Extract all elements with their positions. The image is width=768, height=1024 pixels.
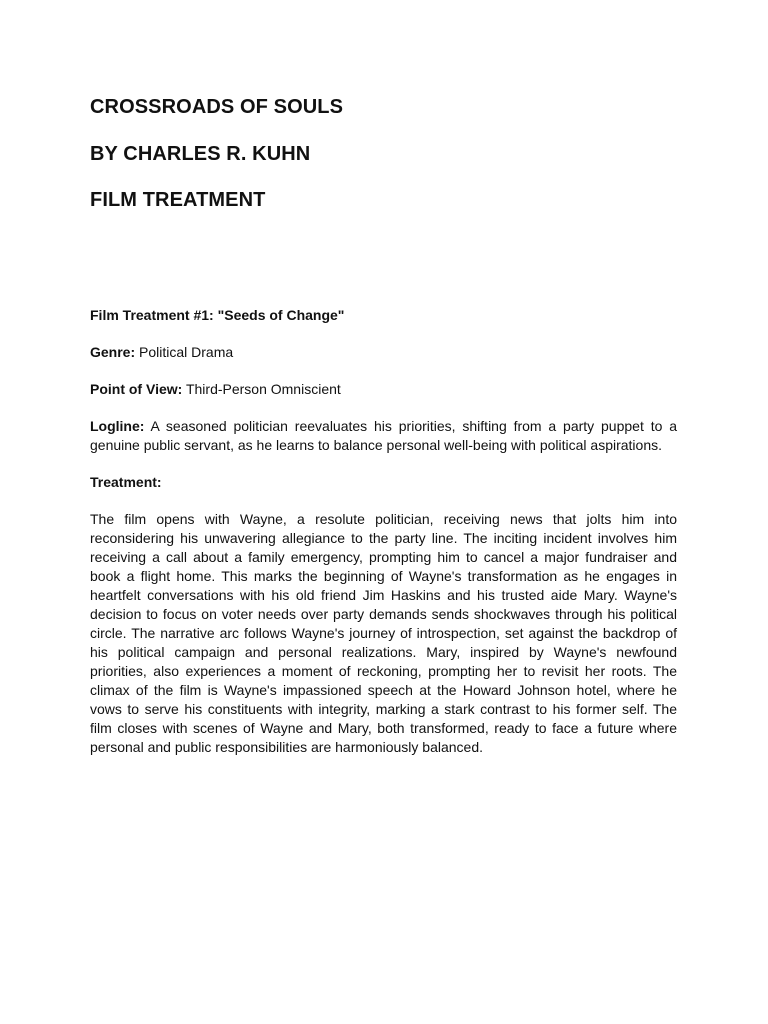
pov-value: Third-Person Omniscient xyxy=(185,381,341,397)
genre-line xyxy=(90,343,677,362)
document-type: FILM TREATMENT xyxy=(90,189,266,211)
treatment-heading: Film Treatment #1: "Seeds of Change" xyxy=(90,307,345,323)
author-byline: BY CHARLES R. KUHN xyxy=(90,143,311,165)
pov-label: Point of View: xyxy=(90,381,183,397)
logline-text: A seasoned politician reevaluates his priorities, shifting from a party puppet to a genuine public servant, as he learns to balance personal well-being with political aspirations. xyxy=(90,418,677,453)
logline-label: Logline: xyxy=(90,418,145,434)
pov-line xyxy=(90,380,677,399)
genre-label: Genre: xyxy=(90,344,136,360)
treatment-body xyxy=(90,306,677,775)
logline-paragraph xyxy=(90,417,677,455)
genre-value: Political Drama xyxy=(139,344,234,360)
treatment-paragraph: The film opens with Wayne, a resolute politician, receiving news that jolts him into reconsidering his unwavering allegiance to the party line. The inciting incident involves him receiving a call about a family emergency, prompting him to cancel a major fundraiser and book a flight home. This marks the beginning of Wayne's transformation as he engages in heartfelt conversations with his old friend Jim Haskins and his trusted aide Mary. Wayne's decision to focus on voter needs over party demands sends shockwaves through his political circle. The narrative arc follows Wayne's journey of introspection, set against the backdrop of his political campaign and personal realizations. Mary, inspired by Wayne's newfound priorities, also experiences a moment of reckoning, prompting her to revisit her roots. The climax of the film is Wayne's impassioned speech at the Howard Johnson hotel, where he vows to serve his constituents with integrity, marking a stark contrast to his former self. The film closes with scenes of Wayne and Mary, both transformed, ready to face a future where personal and public responsibilities are harmoniously balanced. xyxy=(90,511,677,755)
treatment-label: Treatment: xyxy=(90,474,162,490)
document-title: CROSSROADS OF SOULS xyxy=(90,96,344,118)
